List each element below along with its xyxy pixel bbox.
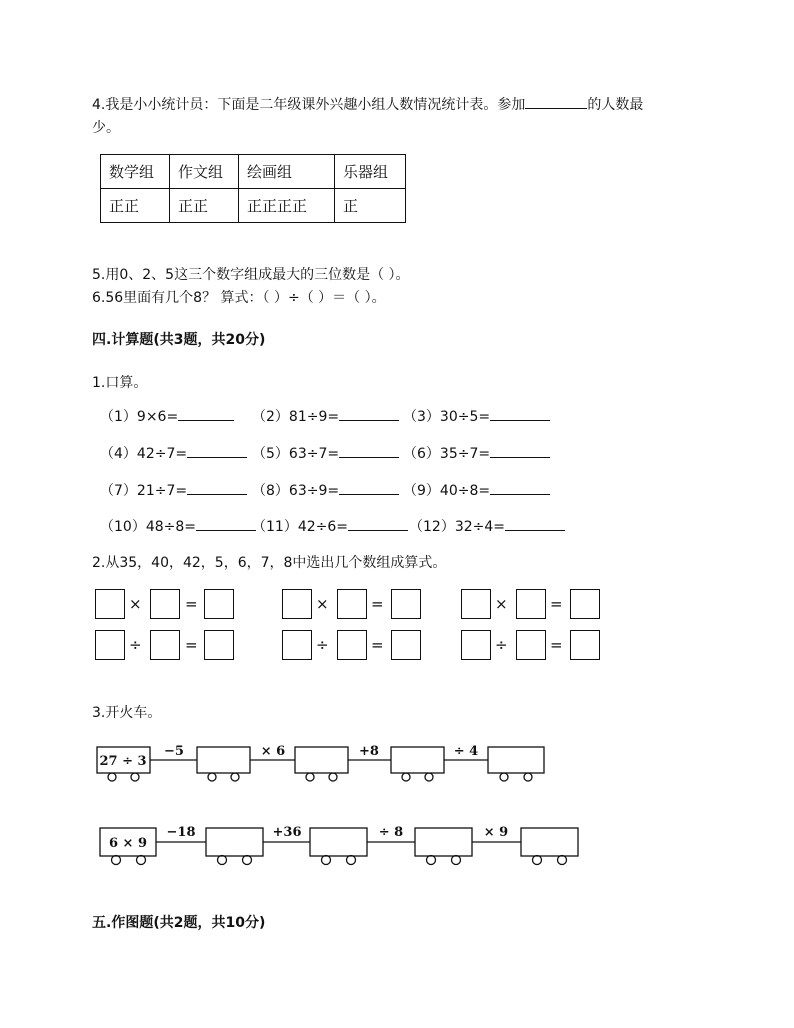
calc-item: （2）81÷9=	[252, 406, 399, 426]
calc-item: （12）32÷4=	[409, 516, 565, 536]
train-car[interactable]	[521, 828, 578, 856]
calc-title: 1.口算。	[92, 375, 148, 391]
q3-title: 3.开火车。	[92, 705, 162, 721]
calc-item: （7）21÷7=	[100, 480, 247, 500]
table-header-cell: 绘画组	[239, 155, 335, 189]
equals-sign: =	[371, 636, 384, 654]
calc-item: （5）63÷7=	[252, 443, 399, 463]
q5-text: 5.用0、2、5这三个数字组成最大的三位数是（ ）。	[92, 267, 410, 283]
table-cell: 正正正正	[239, 189, 335, 223]
calc-item: （9）40÷8=	[403, 480, 550, 500]
q4-text-line2: 少。	[92, 120, 120, 136]
q2-title: 2.从35，40，42，5，6，7，8中选出几个数组成算式。	[92, 555, 447, 571]
multiply-sign: ×	[316, 595, 329, 613]
train1-op: −5	[164, 744, 184, 759]
calc-item: （8）63÷9=	[252, 480, 399, 500]
section-heading-5: 五.作图题(共2题，共10分)	[92, 915, 266, 931]
equals-sign: =	[371, 595, 384, 613]
train-car[interactable]	[295, 747, 348, 773]
train-car[interactable]	[206, 828, 263, 856]
divide-sign: ÷	[495, 636, 508, 654]
calc-item: （3）30÷5=	[403, 406, 550, 426]
q4-text: 4.我是小小统计员：下面是二年级课外兴趣小组人数情况统计表。参加 的人数最	[92, 94, 643, 114]
table-header-cell: 乐器组	[335, 155, 406, 189]
calc-item: （4）42÷7=	[100, 443, 247, 463]
equals-sign: =	[550, 636, 563, 654]
train2-op: +36	[272, 825, 302, 840]
table-header-cell: 作文组	[170, 155, 239, 189]
divide-sign: ÷	[129, 636, 142, 654]
calc-item: （1）9×6=	[100, 406, 234, 426]
multiply-sign: ×	[129, 595, 142, 613]
train1-op: × 6	[260, 744, 286, 759]
train2-start-label: 6 × 9	[108, 836, 148, 851]
equals-sign: =	[185, 595, 198, 613]
train1-op: +8	[359, 744, 379, 759]
train2-op: −18	[166, 825, 196, 840]
table-cell: 正正	[170, 189, 239, 223]
train1-start-label: 27 ÷ 3	[99, 754, 147, 769]
multiply-sign: ×	[495, 595, 508, 613]
q6-text: 6.56里面有几个8？ 算式：（ ）÷（ ）＝（ ）。	[92, 290, 386, 306]
table-cell: 正正	[101, 189, 170, 223]
train2-op: × 9	[483, 825, 509, 840]
table-cell: 正	[335, 189, 406, 223]
train-car[interactable]	[310, 828, 367, 856]
equals-sign: =	[550, 595, 563, 613]
calc-item: （10）48÷8=	[100, 516, 256, 536]
train1-op: ÷ 4	[453, 744, 479, 759]
train-car[interactable]	[415, 828, 472, 856]
equals-sign: =	[185, 636, 198, 654]
calc-item: （6）35÷7=	[403, 443, 550, 463]
train2-op: ÷ 8	[378, 825, 404, 840]
train-car[interactable]	[391, 747, 444, 773]
section-heading-4: 四.计算题(共3题，共20分)	[92, 332, 266, 348]
divide-sign: ÷	[316, 636, 329, 654]
calc-item: （11）42÷6=	[252, 516, 408, 536]
train-car[interactable]	[488, 747, 544, 773]
train-car[interactable]	[197, 747, 250, 773]
table-header-cell: 数学组	[101, 155, 170, 189]
